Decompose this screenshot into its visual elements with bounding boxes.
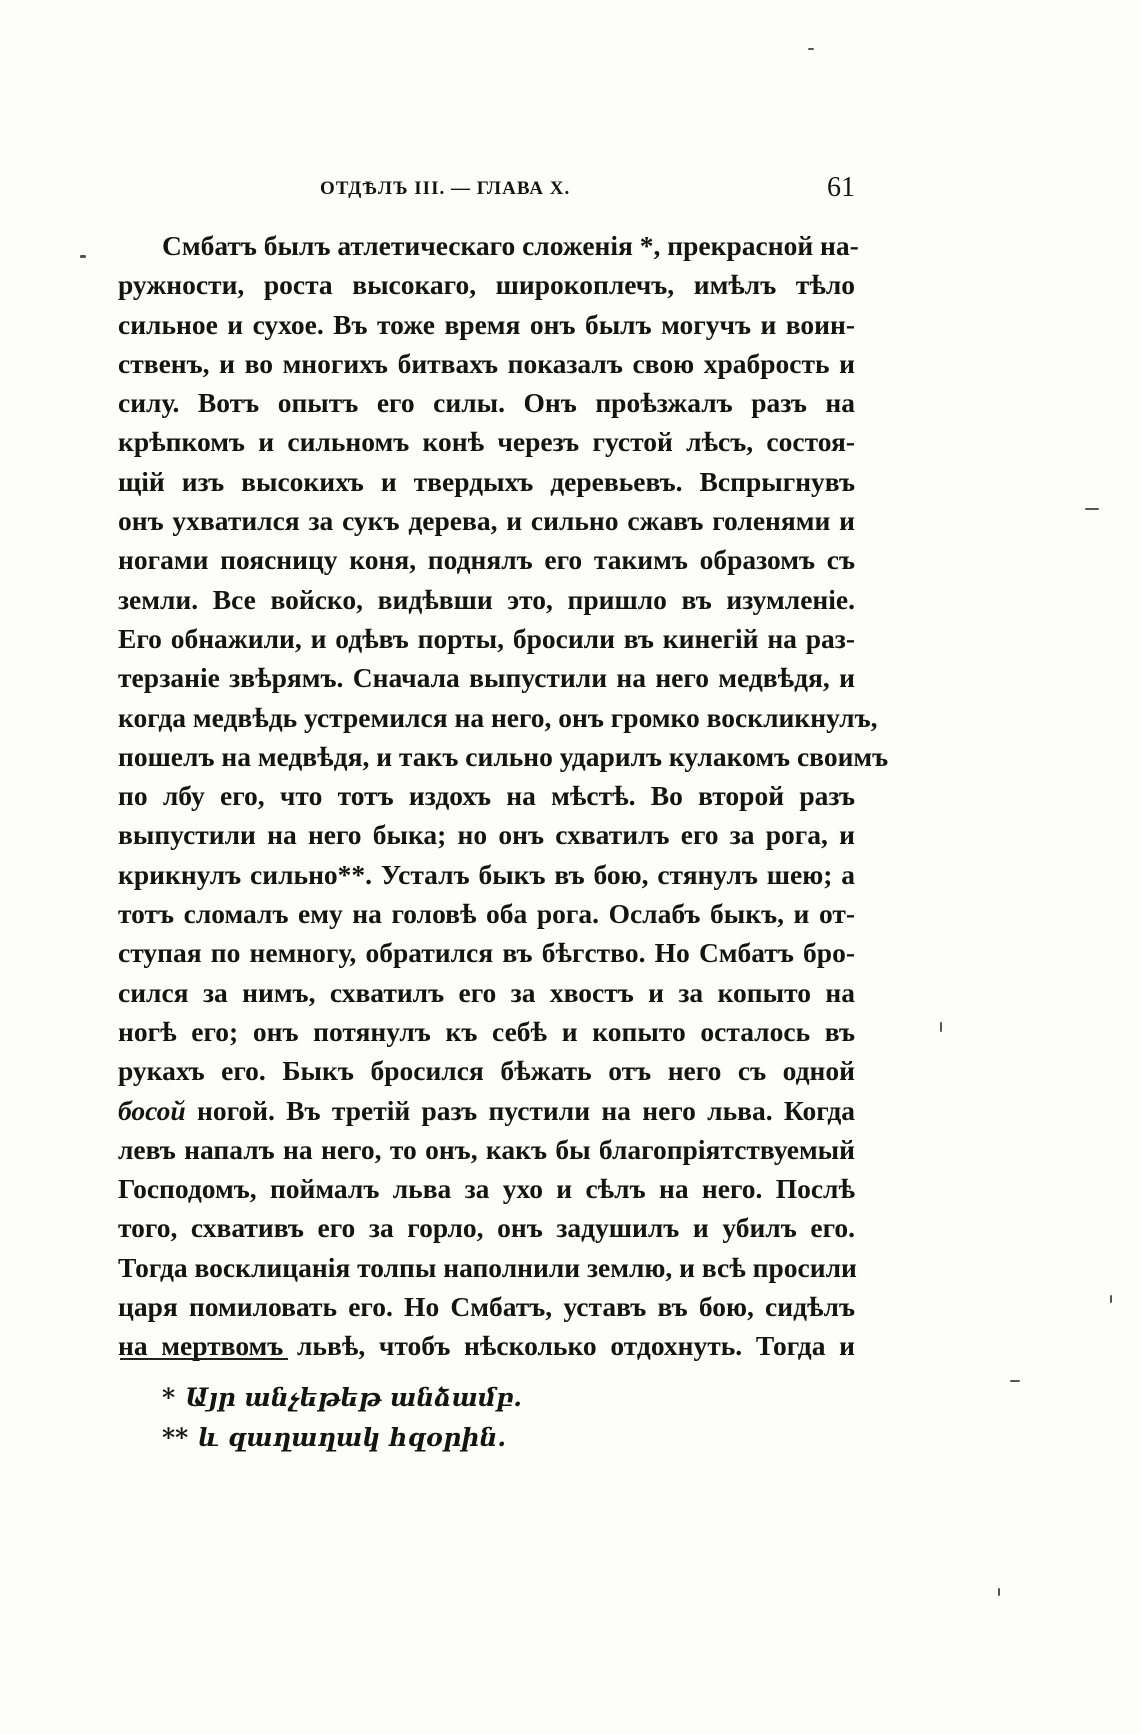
text-line: ногѣ его; онъ потянулъ къ себѣ и копыто осталось въ xyxy=(118,1015,855,1047)
page-header xyxy=(120,172,855,212)
text-line: когда медвѣдь устремился на него, онъ громко воскликнулъ, xyxy=(118,701,878,733)
footnote-2 xyxy=(162,1418,662,1458)
text-line: сильное и сухое. Въ тоже время онъ былъ могучъ и воин- xyxy=(118,308,855,340)
scan-speck xyxy=(1110,1295,1112,1303)
text-line: силу. Вотъ опытъ его силы. Онъ проѣзжалъ разъ на xyxy=(118,387,855,419)
scan-speck xyxy=(808,48,814,50)
footnote-text: և զաղաղակ հզօրին. xyxy=(198,1423,507,1452)
text-line: щій изъ высокихъ и твердыхъ деревьевъ. Вспрыгнувъ xyxy=(118,465,855,497)
body-text xyxy=(118,226,889,1366)
text-line: Господомъ, поймалъ льва за ухо и сѣлъ на него. Послѣ xyxy=(118,1173,855,1205)
text-line: земли. Все войско, видѣвши это, пришло въ изумленіе. xyxy=(118,583,855,615)
footnote-text: Այր անչեթեթ անձամբ. xyxy=(185,1383,523,1412)
text-line: на мертвомъ львѣ, чтобъ нѣсколько отдохнуть. Тогда и xyxy=(118,1330,855,1362)
text-line: левъ напалъ на него, то онъ, какъ бы благопріятствуемый xyxy=(118,1133,855,1165)
footnote-mark: * xyxy=(162,1383,176,1412)
text-line: Его обнажили, и одѣвъ порты, бросили въ кинегій на раз- xyxy=(118,622,855,654)
text-line: терзаніе звѣрямъ. Сначала выпустили на него медвѣдя, и xyxy=(118,662,855,694)
text-line: онъ ухватился за сукъ дерева, и сильно сжавъ голенями и xyxy=(118,505,855,537)
text-line: ступая по немногу, обратился въ бѣгство. Но Смбатъ бро- xyxy=(118,937,855,969)
text-line-with-italic xyxy=(118,1091,855,1130)
text-line: по лбу его, что тотъ издохъ на мѣстѣ. Во второй разъ xyxy=(118,780,855,812)
text-line: Смбатъ былъ атлетическаго сложенія *, прекрасной на- xyxy=(162,230,859,261)
scan-speck xyxy=(940,1022,942,1032)
text-line: пошелъ на медвѣдя, и такъ сильно ударилъ кулакомъ своимъ xyxy=(118,740,889,772)
text-line: ственъ, и во многихъ битвахъ показалъ свою храбрость и xyxy=(118,347,855,379)
text-line: выпустили на него быка; но онъ схватилъ его за рога, и xyxy=(118,819,855,851)
text-line: ногами поясницу коня, поднялъ его такимъ образомъ съ xyxy=(118,544,855,576)
running-head: ОТДѢЛЪ III. — ГЛАВА X. xyxy=(320,178,571,199)
text-line: ружности, роста высокаго, широкоплечъ, имѣлъ тѣло xyxy=(118,269,855,301)
text-line: рукахъ его. Быкъ бросился бѣжать отъ него съ одной xyxy=(118,1055,855,1087)
page-number: 61 xyxy=(827,172,855,203)
text-line: крикнулъ сильно**. Усталъ быкъ въ бою, стянулъ шею; а xyxy=(118,858,855,890)
italic-word: босой xyxy=(118,1094,186,1126)
text-line: крѣпкомъ и сильномъ конѣ черезъ густой лѣсъ, состоя- xyxy=(118,426,855,458)
scan-speck xyxy=(1010,1380,1020,1382)
text-line: царя помиловать его. Но Смбатъ, уставъ въ бою, сидѣлъ xyxy=(118,1291,855,1323)
scan-speck xyxy=(80,255,86,258)
footnotes xyxy=(162,1378,662,1458)
text-line-rest: ногой. Въ третій разъ пустили на него льва. Когда xyxy=(197,1094,855,1126)
footnote-mark: ** xyxy=(162,1423,189,1452)
text-line: тотъ сломалъ ему на головѣ оба рога. Ослабъ быкъ, и от- xyxy=(118,898,855,930)
scan-speck xyxy=(1085,508,1099,510)
footnote-1 xyxy=(162,1378,662,1418)
scan-speck xyxy=(998,1588,1000,1596)
text-line: того, схвативъ его за горло, онъ задушилъ и убилъ его. xyxy=(118,1212,855,1244)
text-line: сился за нимъ, схватилъ его за хвостъ и за копыто на xyxy=(118,976,855,1008)
footnote-rule xyxy=(120,1358,288,1360)
text-line: Тогда восклицанія толпы наполнили землю, и всѣ просили xyxy=(118,1251,857,1283)
